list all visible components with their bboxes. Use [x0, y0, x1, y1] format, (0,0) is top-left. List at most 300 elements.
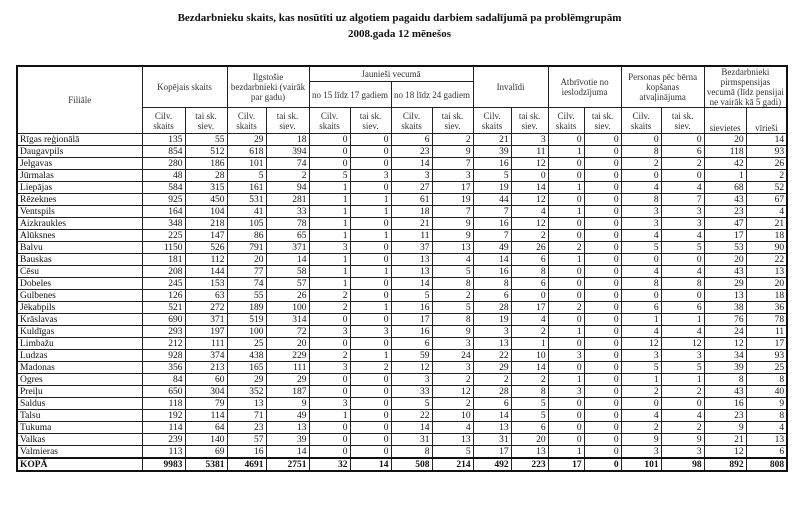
cell-value: 0: [584, 362, 621, 374]
cell-value: 2: [432, 134, 473, 146]
table-row: [17, 134, 787, 146]
cell-value: 3: [621, 206, 661, 218]
cell-value: 14: [511, 182, 548, 194]
cell-value: 214: [432, 458, 473, 471]
cell-value: 104: [185, 206, 227, 218]
branch-name: Gulbenes: [17, 290, 142, 302]
cell-value: 1: [548, 446, 584, 459]
cell-value: 21: [391, 218, 432, 230]
cell-value: 2: [621, 386, 661, 398]
cell-value: 153: [185, 278, 227, 290]
cell-value: 0: [584, 194, 621, 206]
cell-value: 0: [548, 266, 584, 278]
cell-value: 25: [746, 362, 787, 374]
cell-value: 16: [473, 218, 511, 230]
cell-value: 3: [661, 218, 704, 230]
table-row: [17, 146, 787, 158]
cell-value: 8: [661, 278, 704, 290]
cell-value: 39: [266, 434, 309, 446]
cell-value: 101: [227, 158, 266, 170]
branch-name: Kuldīgas: [17, 326, 142, 338]
cell-value: 519: [227, 314, 266, 326]
cell-value: 28: [473, 386, 511, 398]
cell-value: 29: [266, 374, 309, 386]
cell-value: 0: [621, 290, 661, 302]
cell-value: 67: [746, 194, 787, 206]
cell-value: 223: [511, 458, 548, 471]
cell-value: 4: [746, 206, 787, 218]
cell-value: 20: [511, 434, 548, 446]
table-row: [17, 182, 787, 194]
cell-value: 9: [432, 326, 473, 338]
cell-value: 4: [511, 314, 548, 326]
cell-value: 808: [746, 458, 787, 471]
document-subtitle: 2008.gada 12 mēnešos: [348, 28, 451, 40]
cell-value: 34: [704, 350, 746, 362]
cell-value: 2751: [266, 458, 309, 471]
cell-value: 1: [661, 374, 704, 386]
header-atbrivotie: Atbrīvotie no ieslodzījuma: [548, 66, 621, 108]
cell-value: 0: [350, 134, 391, 146]
cell-value: 3: [391, 170, 432, 182]
cell-value: 0: [661, 134, 704, 146]
branch-name: Bauskas: [17, 254, 142, 266]
cell-value: 1: [309, 218, 350, 230]
table-row: [17, 242, 787, 254]
cell-value: 112: [185, 254, 227, 266]
cell-value: 0: [584, 410, 621, 422]
cell-value: 0: [584, 374, 621, 386]
cell-value: 14: [350, 458, 391, 471]
cell-value: 0: [350, 398, 391, 410]
cell-value: 6: [511, 278, 548, 290]
branch-name: Rīgas reģionālā: [17, 134, 142, 146]
cell-value: 18: [746, 290, 787, 302]
subheader-siev: tai sk. siev.: [350, 108, 391, 134]
cell-value: 0: [548, 158, 584, 170]
cell-value: 3: [621, 350, 661, 362]
cell-value: 371: [266, 242, 309, 254]
table-row: [17, 350, 787, 362]
cell-value: 9: [621, 434, 661, 446]
cell-value: 2: [309, 302, 350, 314]
cell-value: 52: [746, 182, 787, 194]
subheader-cilv: Cilv. skaits: [473, 108, 511, 134]
cell-value: 18: [391, 206, 432, 218]
cell-value: 16: [227, 446, 266, 459]
cell-value: 9: [432, 218, 473, 230]
cell-value: 0: [661, 398, 704, 410]
cell-value: 8: [511, 266, 548, 278]
cell-value: 0: [621, 134, 661, 146]
cell-value: 19: [432, 194, 473, 206]
cell-value: 23: [704, 410, 746, 422]
table-row: [17, 446, 787, 459]
cell-value: 5381: [185, 458, 227, 471]
cell-value: 6: [473, 398, 511, 410]
table-row: [17, 386, 787, 398]
cell-value: 5: [473, 170, 511, 182]
cell-value: 93: [746, 350, 787, 362]
cell-value: 0: [350, 254, 391, 266]
cell-value: 20: [266, 338, 309, 350]
cell-value: 0: [548, 218, 584, 230]
cell-value: 28: [185, 170, 227, 182]
cell-value: 9: [432, 230, 473, 242]
cell-value: 16: [391, 326, 432, 338]
cell-value: 225: [142, 230, 185, 242]
cell-value: 29: [704, 278, 746, 290]
cell-value: 5: [432, 266, 473, 278]
cell-value: 14: [266, 446, 309, 459]
cell-value: 3: [661, 446, 704, 459]
cell-value: 32: [309, 458, 350, 471]
branch-name: Tukuma: [17, 422, 142, 434]
cell-value: 0: [584, 326, 621, 338]
cell-value: 4: [661, 230, 704, 242]
cell-value: 348: [142, 218, 185, 230]
cell-value: 0: [548, 422, 584, 434]
subheader-sievietes: sievietes: [704, 108, 746, 134]
cell-value: 13: [473, 338, 511, 350]
cell-value: 394: [266, 146, 309, 158]
cell-value: 58: [266, 266, 309, 278]
cell-value: 1: [350, 302, 391, 314]
table-row: [17, 206, 787, 218]
table-row: [17, 338, 787, 350]
cell-value: 1: [661, 314, 704, 326]
branch-name: KOPĀ: [17, 458, 142, 471]
cell-value: 8: [511, 386, 548, 398]
cell-value: 187: [266, 386, 309, 398]
cell-value: 13: [432, 242, 473, 254]
cell-value: 0: [309, 134, 350, 146]
cell-value: 14: [746, 134, 787, 146]
cell-value: 10: [432, 410, 473, 422]
cell-value: 0: [661, 254, 704, 266]
cell-value: 6: [661, 146, 704, 158]
cell-value: 14: [391, 422, 432, 434]
cell-value: 43: [704, 194, 746, 206]
cell-value: 2: [309, 290, 350, 302]
cell-value: 161: [227, 182, 266, 194]
cell-value: 13: [473, 422, 511, 434]
cell-value: 9: [661, 434, 704, 446]
cell-value: 0: [548, 230, 584, 242]
cell-value: 43: [704, 386, 746, 398]
cell-value: 19: [473, 182, 511, 194]
cell-value: 65: [266, 230, 309, 242]
cell-value: 197: [185, 326, 227, 338]
cell-value: 44: [473, 194, 511, 206]
cell-value: 2: [621, 422, 661, 434]
cell-value: 17: [511, 302, 548, 314]
header-jauniesi: Jaunieši vecumā: [309, 66, 473, 82]
branch-name: Saldus: [17, 398, 142, 410]
cell-value: 2: [746, 170, 787, 182]
cell-value: 3: [432, 338, 473, 350]
branch-name: Limbažu: [17, 338, 142, 350]
cell-value: 13: [746, 434, 787, 446]
cell-value: 8: [621, 194, 661, 206]
cell-value: 53: [704, 242, 746, 254]
cell-value: 105: [227, 218, 266, 230]
cell-value: 13: [704, 290, 746, 302]
cell-value: 650: [142, 386, 185, 398]
cell-value: 304: [185, 386, 227, 398]
cell-value: 0: [309, 446, 350, 459]
cell-value: 7: [432, 206, 473, 218]
cell-value: 8: [746, 374, 787, 386]
cell-value: 0: [350, 434, 391, 446]
cell-value: 16: [704, 398, 746, 410]
cell-value: 55: [227, 290, 266, 302]
cell-value: 94: [266, 182, 309, 194]
cell-value: 218: [185, 218, 227, 230]
cell-value: 13: [391, 266, 432, 278]
cell-value: 1: [309, 230, 350, 242]
cell-value: 14: [473, 254, 511, 266]
table-row: [17, 302, 787, 314]
cell-value: 526: [185, 242, 227, 254]
cell-value: 2: [661, 386, 704, 398]
unemployment-table: [16, 65, 788, 472]
cell-value: 4: [511, 206, 548, 218]
cell-value: 4: [661, 326, 704, 338]
cell-value: 69: [185, 446, 227, 459]
cell-value: 9: [704, 422, 746, 434]
header-personas: Personas pēc bērna kopšanas atvaļinājuma: [621, 66, 704, 108]
cell-value: 3: [621, 218, 661, 230]
cell-value: 1: [548, 206, 584, 218]
cell-value: 1: [309, 254, 350, 266]
cell-value: 31: [473, 434, 511, 446]
cell-value: 5: [309, 170, 350, 182]
cell-value: 0: [584, 458, 621, 471]
cell-value: 140: [185, 434, 227, 446]
cell-value: 21: [746, 218, 787, 230]
cell-value: 2: [432, 374, 473, 386]
cell-value: 0: [548, 134, 584, 146]
cell-value: 2: [621, 158, 661, 170]
branch-name: Jelgavas: [17, 158, 142, 170]
cell-value: 280: [142, 158, 185, 170]
cell-value: 0: [548, 170, 584, 182]
cell-value: 14: [391, 278, 432, 290]
cell-value: 791: [227, 242, 266, 254]
cell-value: 24: [432, 350, 473, 362]
branch-name: Valkas: [17, 434, 142, 446]
cell-value: 144: [185, 266, 227, 278]
cell-value: 23: [227, 422, 266, 434]
cell-value: 4: [661, 410, 704, 422]
cell-value: 13: [266, 422, 309, 434]
subheader-cilv: Cilv. skaits: [621, 108, 661, 134]
cell-value: 0: [584, 230, 621, 242]
cell-value: 4: [621, 410, 661, 422]
cell-value: 492: [473, 458, 511, 471]
cell-value: 12: [661, 338, 704, 350]
cell-value: 0: [584, 254, 621, 266]
cell-value: 245: [142, 278, 185, 290]
cell-value: 79: [185, 398, 227, 410]
cell-value: 12: [621, 338, 661, 350]
cell-value: 0: [309, 434, 350, 446]
cell-value: 17: [432, 182, 473, 194]
cell-value: 508: [391, 458, 432, 471]
cell-value: 1: [309, 206, 350, 218]
cell-value: 12: [432, 386, 473, 398]
cell-value: 0: [584, 158, 621, 170]
cell-value: 0: [350, 422, 391, 434]
cell-value: 5: [391, 398, 432, 410]
cell-value: 165: [227, 362, 266, 374]
subheader-cilv: Cilv. skaits: [548, 108, 584, 134]
cell-value: 13: [746, 266, 787, 278]
branch-name: Aizkraukles: [17, 218, 142, 230]
cell-value: 5: [391, 290, 432, 302]
cell-value: 2: [548, 242, 584, 254]
cell-value: 521: [142, 302, 185, 314]
cell-value: 3: [473, 326, 511, 338]
cell-value: 39: [473, 146, 511, 158]
cell-value: 164: [142, 206, 185, 218]
cell-value: 0: [309, 338, 350, 350]
cell-value: 0: [309, 422, 350, 434]
cell-value: 0: [661, 170, 704, 182]
cell-value: 1: [309, 410, 350, 422]
cell-value: 854: [142, 146, 185, 158]
branch-name: Balvu: [17, 242, 142, 254]
cell-value: 189: [227, 302, 266, 314]
cell-value: 618: [227, 146, 266, 158]
cell-value: 31: [391, 434, 432, 446]
cell-value: 78: [266, 218, 309, 230]
cell-value: 26: [746, 158, 787, 170]
cell-value: 3: [432, 170, 473, 182]
cell-value: 3: [432, 362, 473, 374]
cell-value: 356: [142, 362, 185, 374]
cell-value: 5: [621, 362, 661, 374]
cell-value: 0: [548, 338, 584, 350]
cell-value: 12: [511, 158, 548, 170]
branch-name: Cēsu: [17, 266, 142, 278]
cell-value: 4691: [227, 458, 266, 471]
cell-value: 38: [704, 302, 746, 314]
subheader-virieši: vīrieši: [746, 108, 787, 134]
cell-value: 17: [746, 338, 787, 350]
cell-value: 29: [227, 374, 266, 386]
subheader-siev: tai sk. siev.: [266, 108, 309, 134]
cell-value: 4: [432, 422, 473, 434]
cell-value: 12: [511, 218, 548, 230]
cell-value: 0: [584, 386, 621, 398]
cell-value: 18: [746, 230, 787, 242]
cell-value: 2: [548, 302, 584, 314]
cell-value: 47: [704, 218, 746, 230]
cell-value: 21: [473, 134, 511, 146]
table-row: [17, 326, 787, 338]
branch-name: Rēzeknes: [17, 194, 142, 206]
cell-value: 5: [432, 446, 473, 459]
cell-value: 352: [227, 386, 266, 398]
branch-name: Ventspils: [17, 206, 142, 218]
table-row: [17, 266, 787, 278]
cell-value: 1: [548, 146, 584, 158]
cell-value: 314: [266, 314, 309, 326]
cell-value: 5: [661, 242, 704, 254]
cell-value: 3: [391, 374, 432, 386]
cell-value: 2: [661, 158, 704, 170]
cell-value: 315: [185, 182, 227, 194]
cell-value: 2: [266, 170, 309, 182]
cell-value: 0: [584, 242, 621, 254]
table-row: [17, 170, 787, 182]
cell-value: 37: [391, 242, 432, 254]
cell-value: 690: [142, 314, 185, 326]
cell-value: 9: [266, 398, 309, 410]
cell-value: 0: [350, 314, 391, 326]
cell-value: 371: [185, 314, 227, 326]
cell-value: 186: [185, 158, 227, 170]
cell-value: 4: [621, 326, 661, 338]
cell-value: 7: [473, 230, 511, 242]
cell-value: 23: [704, 206, 746, 218]
cell-value: 8: [621, 146, 661, 158]
branch-name: Ogres: [17, 374, 142, 386]
cell-value: 7: [473, 206, 511, 218]
subheader-cilv: Cilv. skaits: [391, 108, 432, 134]
cell-value: 113: [142, 446, 185, 459]
cell-value: 68: [704, 182, 746, 194]
cell-value: 9: [746, 398, 787, 410]
cell-value: 0: [661, 290, 704, 302]
cell-value: 0: [548, 410, 584, 422]
cell-value: 78: [746, 314, 787, 326]
cell-value: 25: [227, 338, 266, 350]
cell-value: 20: [227, 254, 266, 266]
cell-value: 0: [584, 338, 621, 350]
cell-value: 23: [391, 146, 432, 158]
cell-value: 14: [473, 410, 511, 422]
cell-value: 20: [704, 254, 746, 266]
cell-value: 60: [185, 374, 227, 386]
cell-value: 925: [142, 194, 185, 206]
cell-value: 61: [391, 194, 432, 206]
cell-value: 1: [350, 230, 391, 242]
cell-value: 3: [309, 398, 350, 410]
cell-value: 4: [661, 266, 704, 278]
cell-value: 36: [746, 302, 787, 314]
cell-value: 74: [266, 158, 309, 170]
cell-value: 0: [584, 170, 621, 182]
cell-value: 0: [350, 146, 391, 158]
cell-value: 13: [391, 254, 432, 266]
table-row: [17, 434, 787, 446]
cell-value: 0: [584, 146, 621, 158]
cell-value: 281: [266, 194, 309, 206]
cell-value: 12: [511, 194, 548, 206]
subheader-siev: tai sk. siev.: [584, 108, 621, 134]
cell-value: 86: [227, 230, 266, 242]
cell-value: 0: [309, 386, 350, 398]
table-row: [17, 410, 787, 422]
table-row: [17, 254, 787, 266]
cell-value: 1: [350, 350, 391, 362]
cell-value: 147: [185, 230, 227, 242]
cell-value: 1: [704, 170, 746, 182]
cell-value: 0: [584, 446, 621, 459]
